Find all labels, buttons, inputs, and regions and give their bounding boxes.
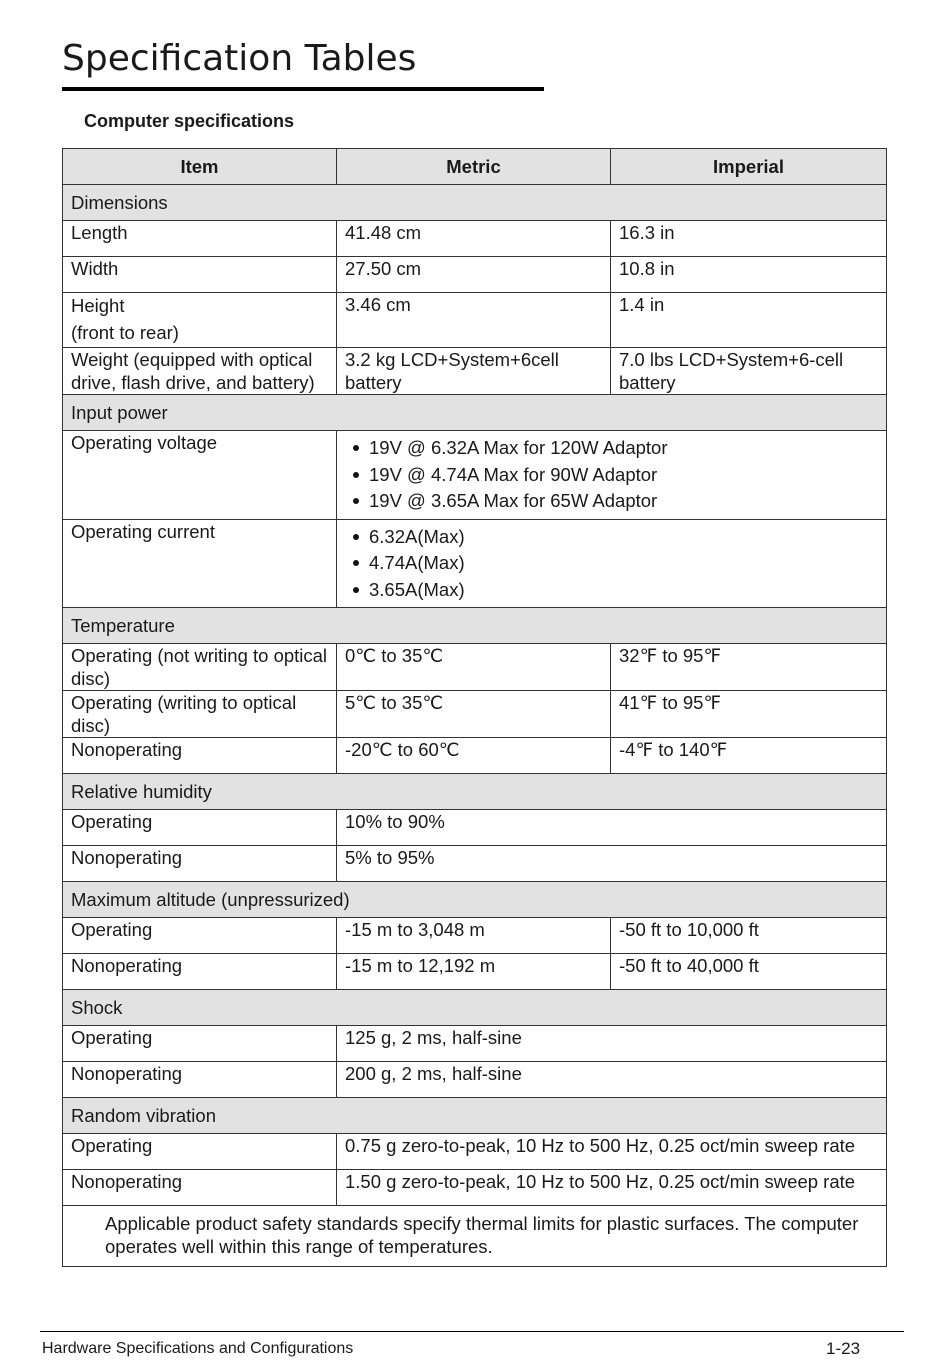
item-cell: Nonoperating	[63, 846, 337, 882]
footer-divider	[40, 1331, 904, 1332]
table-header-row	[63, 149, 887, 185]
metric-cell: 5℃ to 35℃	[337, 691, 611, 738]
item-cell: Operating	[63, 918, 337, 954]
item-cell: Width	[63, 257, 337, 293]
metric-cell: 3.2 kg LCD+System+6cell battery	[337, 348, 611, 395]
page-number: 1-23	[826, 1339, 861, 1358]
item-cell: Operating	[63, 1134, 337, 1170]
table-row	[63, 519, 887, 608]
imperial-cell: 32℉ to 95℉	[611, 644, 887, 691]
note-row	[63, 1206, 887, 1267]
table-row	[63, 221, 887, 257]
table-row	[63, 431, 887, 520]
table-row	[63, 1026, 887, 1062]
header-imperial: Imperial	[611, 149, 887, 185]
group-label: Random vibration	[63, 1098, 887, 1134]
value-cell	[337, 431, 887, 520]
value-cell: 5% to 95%	[337, 846, 887, 882]
header-metric: Metric	[337, 149, 611, 185]
page-title: Specification Tables	[62, 38, 417, 79]
item-cell	[63, 293, 337, 348]
imperial-cell: 16.3 in	[611, 221, 887, 257]
header-item: Item	[63, 149, 337, 185]
value-cell: 1.50 g zero-to-peak, 10 Hz to 500 Hz, 0.25 oct/min sweep rate	[337, 1170, 887, 1206]
table-row	[63, 1134, 887, 1170]
table-row	[63, 644, 887, 691]
list-item: 6.32A(Max)	[345, 524, 878, 551]
bullet-list	[345, 524, 878, 604]
item-cell: Operating	[63, 810, 337, 846]
list-item: 19V @ 3.65A Max for 65W Adaptor	[345, 488, 878, 515]
value-cell: 200 g, 2 ms, half-sine	[337, 1062, 887, 1098]
section-heading: Computer specifications	[84, 111, 295, 131]
item-cell: Operating	[63, 1026, 337, 1062]
item-cell: Operating (not writing to optical disc)	[63, 644, 337, 691]
item-line: Height	[71, 295, 125, 316]
bullet-list	[345, 435, 878, 515]
list-item: 19V @ 4.74A Max for 90W Adaptor	[345, 462, 878, 489]
specification-table	[62, 148, 887, 1267]
imperial-cell: 7.0 lbs LCD+System+6-cell battery	[611, 348, 887, 395]
item-cell: Length	[63, 221, 337, 257]
table-row	[63, 257, 887, 293]
group-label: Dimensions	[63, 185, 887, 221]
group-row-altitude	[63, 882, 887, 918]
item-cell: Nonoperating	[63, 1062, 337, 1098]
list-item: 19V @ 6.32A Max for 120W Adaptor	[345, 435, 878, 462]
metric-cell: -15 m to 3,048 m	[337, 918, 611, 954]
metric-cell: 0℃ to 35℃	[337, 644, 611, 691]
metric-cell: 3.46 cm	[337, 293, 611, 348]
imperial-cell: -50 ft to 40,000 ft	[611, 954, 887, 990]
table-row	[63, 691, 887, 738]
item-cell: Operating voltage	[63, 431, 337, 520]
group-row-shock	[63, 990, 887, 1026]
table-row	[63, 954, 887, 990]
item-cell: Nonoperating	[63, 738, 337, 774]
group-row-vibration	[63, 1098, 887, 1134]
group-label: Shock	[63, 990, 887, 1026]
table-row	[63, 348, 887, 395]
item-cell: Weight (equipped with optical drive, flash drive, and battery)	[63, 348, 337, 395]
footer-section-title: Hardware Specifications and Configurations	[42, 1340, 354, 1357]
group-label: Maximum altitude (unpressurized)	[63, 882, 887, 918]
table-row	[63, 1062, 887, 1098]
group-label: Input power	[63, 395, 887, 431]
value-cell	[337, 519, 887, 608]
list-item: 3.65A(Max)	[345, 577, 878, 604]
item-cell: Nonoperating	[63, 954, 337, 990]
table-row	[63, 738, 887, 774]
value-cell: 10% to 90%	[337, 810, 887, 846]
imperial-cell: 41℉ to 95℉	[611, 691, 887, 738]
imperial-cell: -50 ft to 10,000 ft	[611, 918, 887, 954]
table-row	[63, 846, 887, 882]
item-cell: Operating current	[63, 519, 337, 608]
group-label: Temperature	[63, 608, 887, 644]
item-cell: Operating (writing to optical disc)	[63, 691, 337, 738]
metric-cell: -20℃ to 60℃	[337, 738, 611, 774]
group-label: Relative humidity	[63, 774, 887, 810]
metric-cell: 41.48 cm	[337, 221, 611, 257]
table-row	[63, 918, 887, 954]
table-row	[63, 293, 887, 348]
value-cell: 125 g, 2 ms, half-sine	[337, 1026, 887, 1062]
item-line: (front to rear)	[71, 322, 179, 343]
group-row-humidity	[63, 774, 887, 810]
imperial-cell: 10.8 in	[611, 257, 887, 293]
group-row-dimensions	[63, 185, 887, 221]
title-underline	[62, 87, 544, 91]
list-item: 4.74A(Max)	[345, 550, 878, 577]
group-row-input-power	[63, 395, 887, 431]
note-text: Applicable product safety standards specify thermal limits for plastic surfaces. The computer operates well within this range of temperatures.	[63, 1206, 887, 1267]
imperial-cell: 1.4 in	[611, 293, 887, 348]
table-row	[63, 1170, 887, 1206]
metric-cell: -15 m to 12,192 m	[337, 954, 611, 990]
imperial-cell: -4℉ to 140℉	[611, 738, 887, 774]
metric-cell: 27.50 cm	[337, 257, 611, 293]
group-row-temperature	[63, 608, 887, 644]
item-cell: Nonoperating	[63, 1170, 337, 1206]
table-row	[63, 810, 887, 846]
value-cell: 0.75 g zero-to-peak, 10 Hz to 500 Hz, 0.25 oct/min sweep rate	[337, 1134, 887, 1170]
